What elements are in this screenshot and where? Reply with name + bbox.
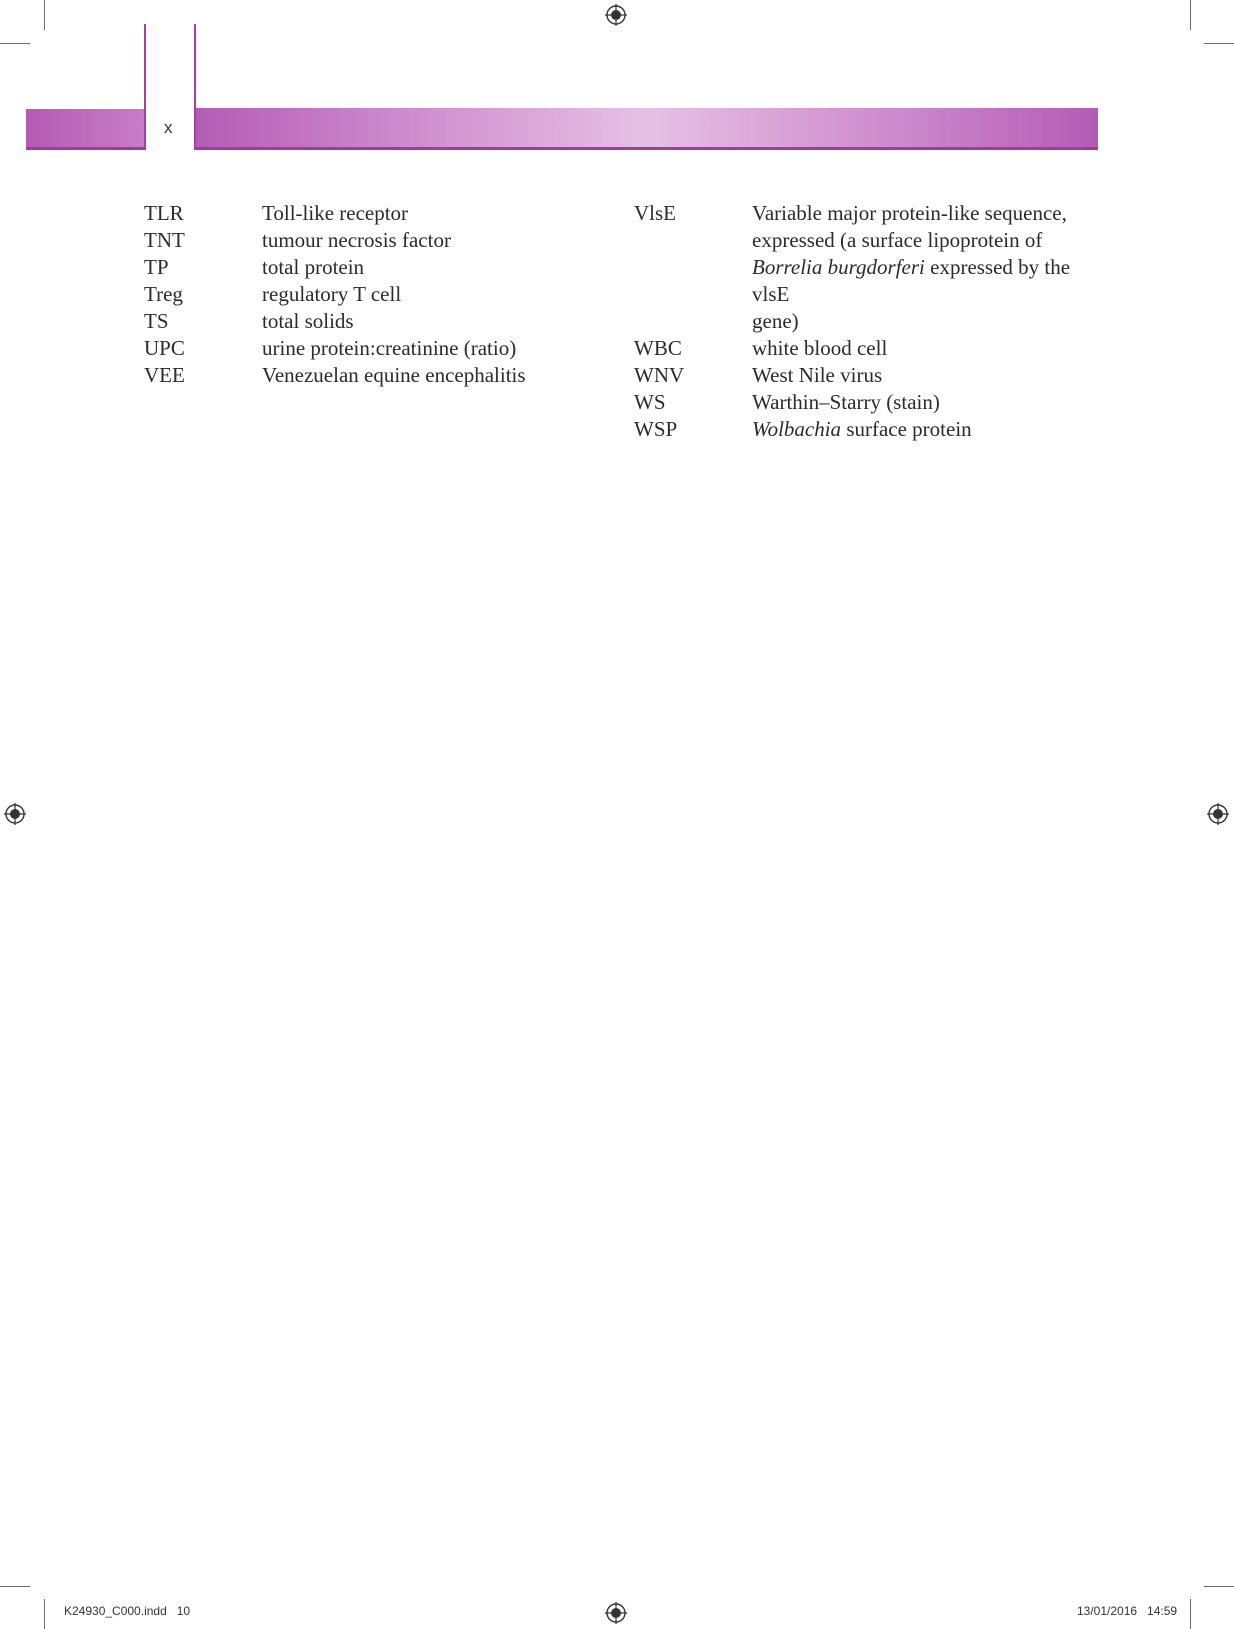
- abbreviation-row: [634, 200, 1104, 335]
- abbreviation-term: TLR: [144, 201, 184, 225]
- abbreviation-term: TNT: [144, 228, 185, 252]
- abbreviation-row: [634, 389, 1104, 416]
- abbreviation-row: [144, 227, 604, 254]
- abbreviation-definition: [752, 416, 1104, 443]
- abbreviation-row: [634, 416, 1104, 443]
- abbreviation-term: VlsE: [634, 201, 676, 225]
- species-name: Borrelia burgdorferi: [752, 255, 925, 279]
- registration-mark-icon: [605, 1602, 627, 1624]
- abbreviation-term: WNV: [634, 363, 685, 387]
- abbreviation-term: WS: [634, 390, 666, 414]
- footer-file-info: K24930_C000.indd 10: [64, 1604, 191, 1618]
- abbreviation-definition: Toll-like receptor: [262, 201, 409, 225]
- definition-line: expressed by the vlsE: [752, 255, 1071, 306]
- abbreviation-row: [634, 362, 1104, 389]
- abbreviation-definition: white blood cell: [752, 336, 888, 360]
- abbreviation-row: [144, 308, 604, 335]
- abbreviation-definition: Venezuelan equine encephalitis: [262, 363, 526, 387]
- species-name: Wolbachia: [752, 417, 842, 441]
- abbreviation-term: Treg: [144, 282, 183, 306]
- abbreviation-term: UPC: [144, 336, 185, 360]
- definition-line: expressed (a surface lipoprotein of: [752, 228, 1043, 252]
- footer-date-time: 13/01/2016 14:59: [1077, 1604, 1178, 1618]
- crop-mark: [0, 1586, 30, 1587]
- abbreviation-definition: total protein: [262, 255, 365, 279]
- abbreviation-definition: Warthin–Starry (stain): [752, 390, 940, 414]
- crop-mark: [1204, 43, 1234, 44]
- abbreviation-definition: West Nile virus: [752, 363, 883, 387]
- abbreviation-definition: [752, 200, 1104, 335]
- abbreviation-term: WSP: [634, 417, 678, 441]
- abbreviation-definition: total solids: [262, 309, 354, 333]
- definition-line: gene): [752, 309, 799, 333]
- abbreviation-row: [144, 362, 604, 389]
- definition-line: surface protein: [841, 417, 972, 441]
- crop-mark: [0, 43, 30, 44]
- page-tab-rule: [194, 24, 196, 150]
- abbreviation-row: [144, 254, 604, 281]
- abbreviation-row: [144, 281, 604, 308]
- registration-mark-icon: [605, 4, 627, 26]
- abbreviation-definition: tumour necrosis factor: [262, 228, 451, 252]
- crop-mark: [1190, 0, 1191, 30]
- registration-mark-icon: [1207, 803, 1229, 825]
- abbreviation-term: VEE: [144, 363, 185, 387]
- abbreviation-list-right: [634, 200, 1104, 443]
- header-band: [195, 108, 1098, 150]
- crop-mark: [44, 0, 45, 30]
- definition-line: Variable major protein-like sequence,: [752, 201, 1067, 225]
- abbreviation-term: TP: [144, 255, 169, 279]
- abbreviation-definition: urine protein:creatinine (ratio): [262, 336, 517, 360]
- abbreviation-term: TS: [144, 309, 169, 333]
- crop-mark: [1204, 1586, 1234, 1587]
- abbreviation-definition: regulatory T cell: [262, 282, 402, 306]
- registration-mark-icon: [4, 803, 26, 825]
- abbreviation-term: WBC: [634, 336, 682, 360]
- crop-mark: [1190, 1599, 1191, 1629]
- page-tab-rule: [144, 24, 146, 150]
- abbreviation-row: [144, 335, 604, 362]
- abbreviation-row: [634, 335, 1104, 362]
- abbreviation-list-left: [144, 200, 604, 389]
- header-band-left: [26, 109, 145, 150]
- page-number: x: [164, 118, 173, 137]
- abbreviation-row: [144, 200, 604, 227]
- crop-mark: [44, 1599, 45, 1629]
